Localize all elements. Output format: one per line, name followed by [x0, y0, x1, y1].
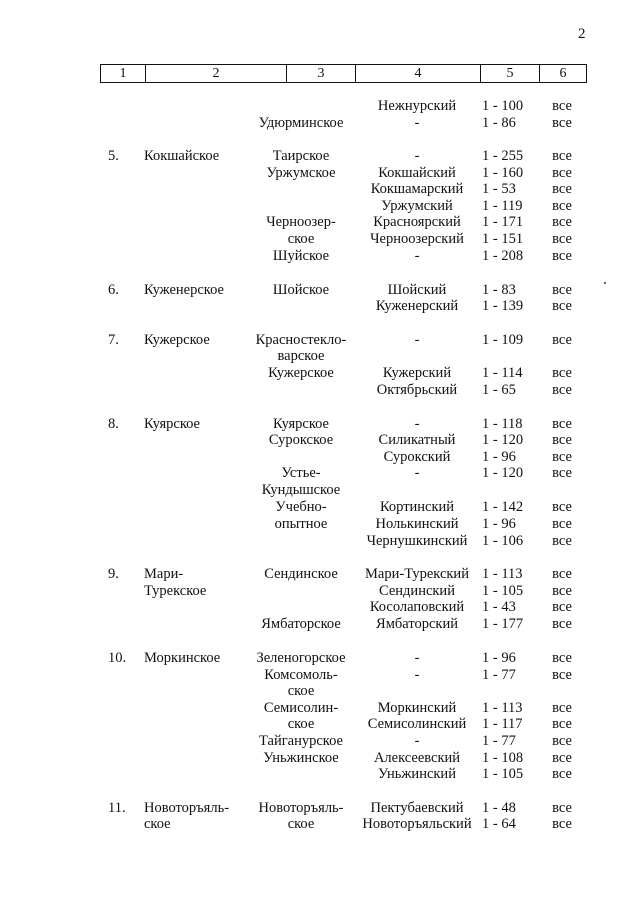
cell-station-range: 1 - 120 — [482, 465, 524, 481]
cell-coverage: все — [552, 332, 572, 348]
cell-coverage: все — [552, 465, 572, 481]
cell-station-range: 1 - 77 — [482, 667, 516, 683]
cell-settlement-name: Тайганурское — [259, 733, 343, 749]
cell-polling-station: Кортинский — [379, 499, 455, 515]
scan-speck — [604, 282, 606, 284]
cell-polling-station: - — [414, 667, 420, 683]
cell-polling-station: Чернушкинский — [366, 533, 468, 549]
cell-row-number: 7. — [108, 332, 119, 348]
cell-polling-station: Уржумский — [381, 198, 453, 214]
cell-coverage: все — [552, 700, 572, 716]
cell-coverage: все — [552, 365, 572, 381]
cell-settlement-name: Красностекло- — [255, 332, 347, 348]
cell-coverage: все — [552, 248, 572, 264]
cell-polling-station: Шойский — [387, 282, 447, 298]
cell-district-name: ское — [144, 816, 171, 832]
cell-polling-station: - — [414, 416, 420, 432]
cell-coverage: все — [552, 382, 572, 398]
cell-coverage: все — [552, 148, 572, 164]
cell-row-number: 11. — [108, 800, 126, 816]
cell-coverage: все — [552, 516, 572, 532]
cell-polling-station: Октябрьский — [376, 382, 458, 398]
cell-station-range: 1 - 208 — [482, 248, 524, 264]
cell-coverage: все — [552, 181, 572, 197]
cell-polling-station: - — [414, 248, 420, 264]
cell-station-range: 1 - 114 — [482, 365, 523, 381]
cell-polling-station: Нежнурский — [377, 98, 457, 114]
cell-station-range: 1 - 177 — [482, 616, 524, 632]
cell-coverage: все — [552, 416, 572, 432]
cell-polling-station: Силикатный — [378, 432, 456, 448]
cell-coverage: все — [552, 800, 572, 816]
cell-coverage: все — [552, 98, 572, 114]
cell-station-range: 1 - 106 — [482, 533, 524, 549]
cell-coverage: все — [552, 499, 572, 515]
cell-settlement-name: Ямбаторское — [261, 616, 341, 632]
cell-station-range: 1 - 64 — [482, 816, 516, 832]
cell-settlement-name: ское — [287, 683, 315, 699]
cell-station-range: 1 - 105 — [482, 766, 524, 782]
cell-settlement-name: Удюрминское — [258, 115, 344, 131]
cell-station-range: 1 - 53 — [482, 181, 516, 197]
cell-station-range: 1 - 113 — [482, 566, 523, 582]
cell-settlement-name: Шуйское — [272, 248, 330, 264]
cell-station-range: 1 - 160 — [482, 165, 524, 181]
header-col-3: 3 — [317, 66, 325, 81]
cell-polling-station: Новоторъяльский — [362, 816, 472, 832]
cell-polling-station: - — [414, 650, 420, 666]
cell-settlement-name: ское — [287, 816, 315, 832]
cell-polling-station: Косолаповский — [369, 599, 465, 615]
header-col-1: 1 — [119, 66, 127, 81]
cell-district-name: Куярское — [144, 416, 200, 432]
cell-station-range: 1 - 139 — [482, 298, 524, 314]
cell-polling-station: Черноозерский — [370, 231, 464, 247]
cell-polling-station: Красноярский — [373, 214, 461, 230]
cell-station-range: 1 - 117 — [482, 716, 523, 732]
cell-station-range: 1 - 108 — [482, 750, 524, 766]
cell-polling-station: Моркинский — [377, 700, 457, 716]
cell-coverage: все — [552, 298, 572, 314]
cell-row-number: 8. — [108, 416, 119, 432]
cell-polling-station: Алексеевский — [373, 750, 461, 766]
cell-settlement-name: Новоторъяль- — [258, 800, 344, 816]
cell-coverage: все — [552, 583, 572, 599]
cell-coverage: все — [552, 766, 572, 782]
cell-coverage: все — [552, 231, 572, 247]
cell-coverage: все — [552, 165, 572, 181]
cell-coverage: все — [552, 716, 572, 732]
header-col-5: 5 — [506, 66, 514, 81]
cell-station-range: 1 - 43 — [482, 599, 516, 615]
cell-station-range: 1 - 77 — [482, 733, 516, 749]
cell-settlement-name: Семисолин- — [263, 700, 339, 716]
cell-polling-station: Сурокский — [383, 449, 451, 465]
cell-station-range: 1 - 48 — [482, 800, 516, 816]
cell-settlement-name: Уржумское — [266, 165, 336, 181]
cell-district-name: Новоторъяль- — [144, 800, 230, 816]
cell-settlement-name: варское — [277, 348, 325, 364]
cell-coverage: все — [552, 667, 572, 683]
cell-settlement-name: Зеленогорское — [256, 650, 346, 666]
cell-station-range: 1 - 83 — [482, 282, 516, 298]
cell-settlement-name: Куярское — [273, 416, 329, 432]
cell-district-name: Кужерское — [144, 332, 210, 348]
cell-settlement-name: опытное — [274, 516, 328, 532]
cell-settlement-name: Сендинское — [264, 566, 338, 582]
cell-station-range: 1 - 96 — [482, 650, 516, 666]
page-number: 2 — [578, 26, 586, 42]
header-col-6: 6 — [559, 66, 567, 81]
cell-settlement-name: Черноозер- — [266, 214, 336, 230]
cell-settlement-name: ское — [287, 231, 315, 247]
cell-district-name: Моркинское — [144, 650, 221, 666]
cell-district-name: Кокшайское — [144, 148, 220, 164]
cell-station-range: 1 - 151 — [482, 231, 524, 247]
cell-coverage: все — [552, 816, 572, 832]
cell-district-name: Куженерское — [144, 282, 224, 298]
cell-settlement-name: Устье- — [281, 465, 321, 481]
cell-polling-station: - — [414, 148, 420, 164]
cell-station-range: 1 - 120 — [482, 432, 524, 448]
cell-coverage: все — [552, 650, 572, 666]
cell-polling-station: Ямбаторский — [376, 616, 458, 632]
table-header-row — [100, 64, 587, 83]
cell-polling-station: Куженерский — [375, 298, 459, 314]
cell-station-range: 1 - 118 — [482, 416, 523, 432]
cell-coverage: все — [552, 214, 572, 230]
cell-coverage: все — [552, 733, 572, 749]
cell-settlement-name: Комсомоль- — [264, 667, 338, 683]
cell-station-range: 1 - 100 — [482, 98, 524, 114]
cell-station-range: 1 - 171 — [482, 214, 524, 230]
cell-station-range: 1 - 96 — [482, 449, 516, 465]
cell-station-range: 1 - 65 — [482, 382, 516, 398]
cell-station-range: 1 - 105 — [482, 583, 524, 599]
cell-station-range: 1 - 86 — [482, 115, 516, 131]
cell-station-range: 1 - 142 — [482, 499, 524, 515]
cell-coverage: все — [552, 115, 572, 131]
header-col-2: 2 — [212, 66, 220, 81]
cell-coverage: все — [552, 198, 572, 214]
cell-coverage: все — [552, 432, 572, 448]
cell-settlement-name: Таирское — [272, 148, 330, 164]
cell-station-range: 1 - 255 — [482, 148, 524, 164]
cell-polling-station: Семисолинский — [367, 716, 467, 732]
cell-polling-station: Кокшайский — [378, 165, 456, 181]
cell-polling-station: Уньжинский — [378, 766, 456, 782]
cell-row-number: 5. — [108, 148, 119, 164]
cell-coverage: все — [552, 449, 572, 465]
cell-settlement-name: Шойское — [272, 282, 330, 298]
cell-polling-station: Кужерский — [382, 365, 452, 381]
cell-coverage: все — [552, 750, 572, 766]
header-col-4: 4 — [414, 66, 422, 81]
cell-polling-station: Сендинский — [379, 583, 455, 599]
cell-row-number: 10. — [108, 650, 127, 666]
cell-polling-station: Кокшамарский — [370, 181, 464, 197]
cell-coverage: все — [552, 566, 572, 582]
cell-station-range: 1 - 96 — [482, 516, 516, 532]
cell-coverage: все — [552, 616, 572, 632]
cell-row-number: 9. — [108, 566, 119, 582]
cell-district-name: Турекское — [144, 583, 207, 599]
cell-coverage: все — [552, 599, 572, 615]
cell-polling-station: Мари-Турекский — [365, 566, 469, 582]
cell-district-name: Мари- — [144, 566, 184, 582]
cell-settlement-name: Кундышское — [261, 482, 341, 498]
cell-polling-station: - — [414, 332, 420, 348]
cell-settlement-name: Кужерское — [268, 365, 334, 381]
cell-polling-station: - — [414, 115, 420, 131]
cell-row-number: 6. — [108, 282, 119, 298]
cell-station-range: 1 - 113 — [482, 700, 523, 716]
cell-coverage: все — [552, 282, 572, 298]
cell-coverage: все — [552, 533, 572, 549]
cell-polling-station: - — [414, 733, 420, 749]
cell-settlement-name: Учебно- — [275, 499, 327, 515]
cell-station-range: 1 - 119 — [482, 198, 523, 214]
cell-polling-station: - — [414, 465, 420, 481]
cell-settlement-name: ское — [287, 716, 315, 732]
cell-settlement-name: Сурокское — [268, 432, 334, 448]
cell-settlement-name: Уньжинское — [263, 750, 339, 766]
cell-polling-station: Пектубаевский — [370, 800, 464, 816]
cell-polling-station: Нолькинский — [375, 516, 459, 532]
cell-station-range: 1 - 109 — [482, 332, 524, 348]
